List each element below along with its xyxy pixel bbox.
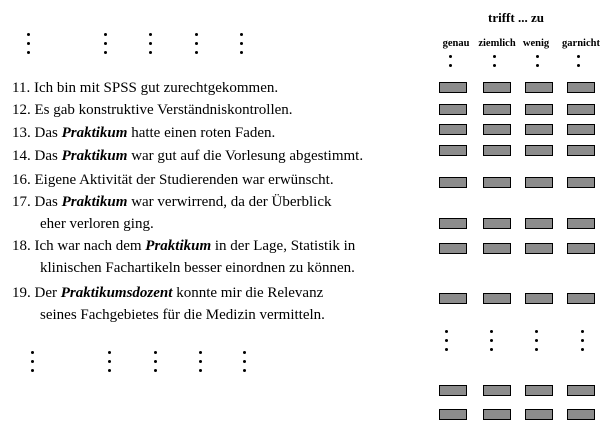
column-label-garnicht: garnicht bbox=[562, 38, 600, 49]
vertical-ellipsis-icon bbox=[243, 351, 247, 378]
rating-checkbox-garnicht[interactable] bbox=[567, 218, 595, 229]
rating-checkbox-genau[interactable] bbox=[439, 82, 467, 93]
question-item-12: 12. Es gab konstruktive Verständniskontrollen. bbox=[12, 102, 293, 118]
scale-title: trifft ... zu bbox=[488, 10, 544, 25]
rating-checkbox-garnicht[interactable] bbox=[567, 145, 595, 156]
rating-checkbox-ziemlich[interactable] bbox=[483, 293, 511, 304]
rating-checkbox-garnicht[interactable] bbox=[567, 104, 595, 115]
rating-checkbox-wenig[interactable] bbox=[525, 243, 553, 254]
question-item-11: 11. Ich bin mit SPSS gut zurechtgekommen. bbox=[12, 80, 279, 96]
rating-checkbox-ziemlich[interactable] bbox=[483, 104, 511, 115]
rating-checkbox-wenig[interactable] bbox=[525, 145, 553, 156]
rating-checkbox-wenig[interactable] bbox=[525, 177, 553, 188]
rating-checkbox-genau[interactable] bbox=[439, 409, 467, 420]
column-label-wenig: wenig bbox=[522, 38, 550, 49]
vertical-ellipsis-icon bbox=[27, 33, 31, 60]
vertical-ellipsis-icon bbox=[240, 33, 244, 60]
vertical-ellipsis-icon bbox=[154, 351, 158, 378]
rating-checkbox-genau[interactable] bbox=[439, 385, 467, 396]
question-item-17: 17. Das Praktikum war verwirrend, da der Überblick eher verloren ging. bbox=[12, 194, 332, 232]
rating-checkbox-garnicht[interactable] bbox=[567, 243, 595, 254]
rating-checkbox-ziemlich[interactable] bbox=[483, 82, 511, 93]
question-item-13: 13. Das Praktikum hatte einen roten Faden. bbox=[12, 125, 276, 141]
vertical-ellipsis-icon bbox=[31, 351, 35, 378]
rating-checkbox-ziemlich[interactable] bbox=[483, 385, 511, 396]
rating-checkbox-genau[interactable] bbox=[439, 177, 467, 188]
vertical-ellipsis-icon bbox=[581, 330, 585, 357]
rating-checkbox-ziemlich[interactable] bbox=[483, 218, 511, 229]
vertical-ellipsis-icon bbox=[493, 55, 497, 73]
rating-checkbox-ziemlich[interactable] bbox=[483, 409, 511, 420]
rating-checkbox-wenig[interactable] bbox=[525, 82, 553, 93]
question-item-16: 16. Eigene Aktivität der Studierenden war erwünscht. bbox=[12, 172, 334, 188]
rating-checkbox-wenig[interactable] bbox=[525, 124, 553, 135]
rating-checkbox-wenig[interactable] bbox=[525, 104, 553, 115]
rating-checkbox-genau[interactable] bbox=[439, 145, 467, 156]
column-label-ziemlich: ziemlich bbox=[478, 38, 516, 49]
question-item-19: 19. Der Praktikumsdozent konnte mir die Relevanz seines Fachgebietes für die Medizin vermitteln. bbox=[12, 285, 325, 323]
question-item-18: 18. Ich war nach dem Praktikum in der Lage, Statistik in klinischen Fachartikeln besser einordnen zu können. bbox=[12, 238, 356, 276]
vertical-ellipsis-icon bbox=[104, 33, 108, 60]
vertical-ellipsis-icon bbox=[490, 330, 494, 357]
rating-checkbox-wenig[interactable] bbox=[525, 385, 553, 396]
question-item-14: 14. Das Praktikum war gut auf die Vorlesung abgestimmt. bbox=[12, 148, 364, 164]
vertical-ellipsis-icon bbox=[199, 351, 203, 378]
rating-checkbox-garnicht[interactable] bbox=[567, 409, 595, 420]
vertical-ellipsis-icon bbox=[449, 55, 453, 73]
vertical-ellipsis-icon bbox=[149, 33, 153, 60]
rating-checkbox-ziemlich[interactable] bbox=[483, 124, 511, 135]
rating-checkbox-garnicht[interactable] bbox=[567, 385, 595, 396]
rating-checkbox-wenig[interactable] bbox=[525, 409, 553, 420]
vertical-ellipsis-icon bbox=[536, 55, 540, 73]
rating-checkbox-genau[interactable] bbox=[439, 293, 467, 304]
vertical-ellipsis-icon bbox=[445, 330, 449, 357]
rating-checkbox-ziemlich[interactable] bbox=[483, 243, 511, 254]
rating-checkbox-garnicht[interactable] bbox=[567, 124, 595, 135]
vertical-ellipsis-icon bbox=[108, 351, 112, 378]
rating-checkbox-ziemlich[interactable] bbox=[483, 145, 511, 156]
rating-checkbox-garnicht[interactable] bbox=[567, 293, 595, 304]
rating-checkbox-garnicht[interactable] bbox=[567, 177, 595, 188]
vertical-ellipsis-icon bbox=[577, 55, 581, 73]
rating-checkbox-garnicht[interactable] bbox=[567, 82, 595, 93]
rating-checkbox-genau[interactable] bbox=[439, 124, 467, 135]
rating-checkbox-ziemlich[interactable] bbox=[483, 177, 511, 188]
vertical-ellipsis-icon bbox=[195, 33, 199, 60]
rating-checkbox-genau[interactable] bbox=[439, 104, 467, 115]
rating-checkbox-wenig[interactable] bbox=[525, 218, 553, 229]
vertical-ellipsis-icon bbox=[535, 330, 539, 357]
rating-checkbox-wenig[interactable] bbox=[525, 293, 553, 304]
rating-checkbox-genau[interactable] bbox=[439, 218, 467, 229]
column-label-genau: genau bbox=[442, 38, 470, 49]
rating-checkbox-genau[interactable] bbox=[439, 243, 467, 254]
